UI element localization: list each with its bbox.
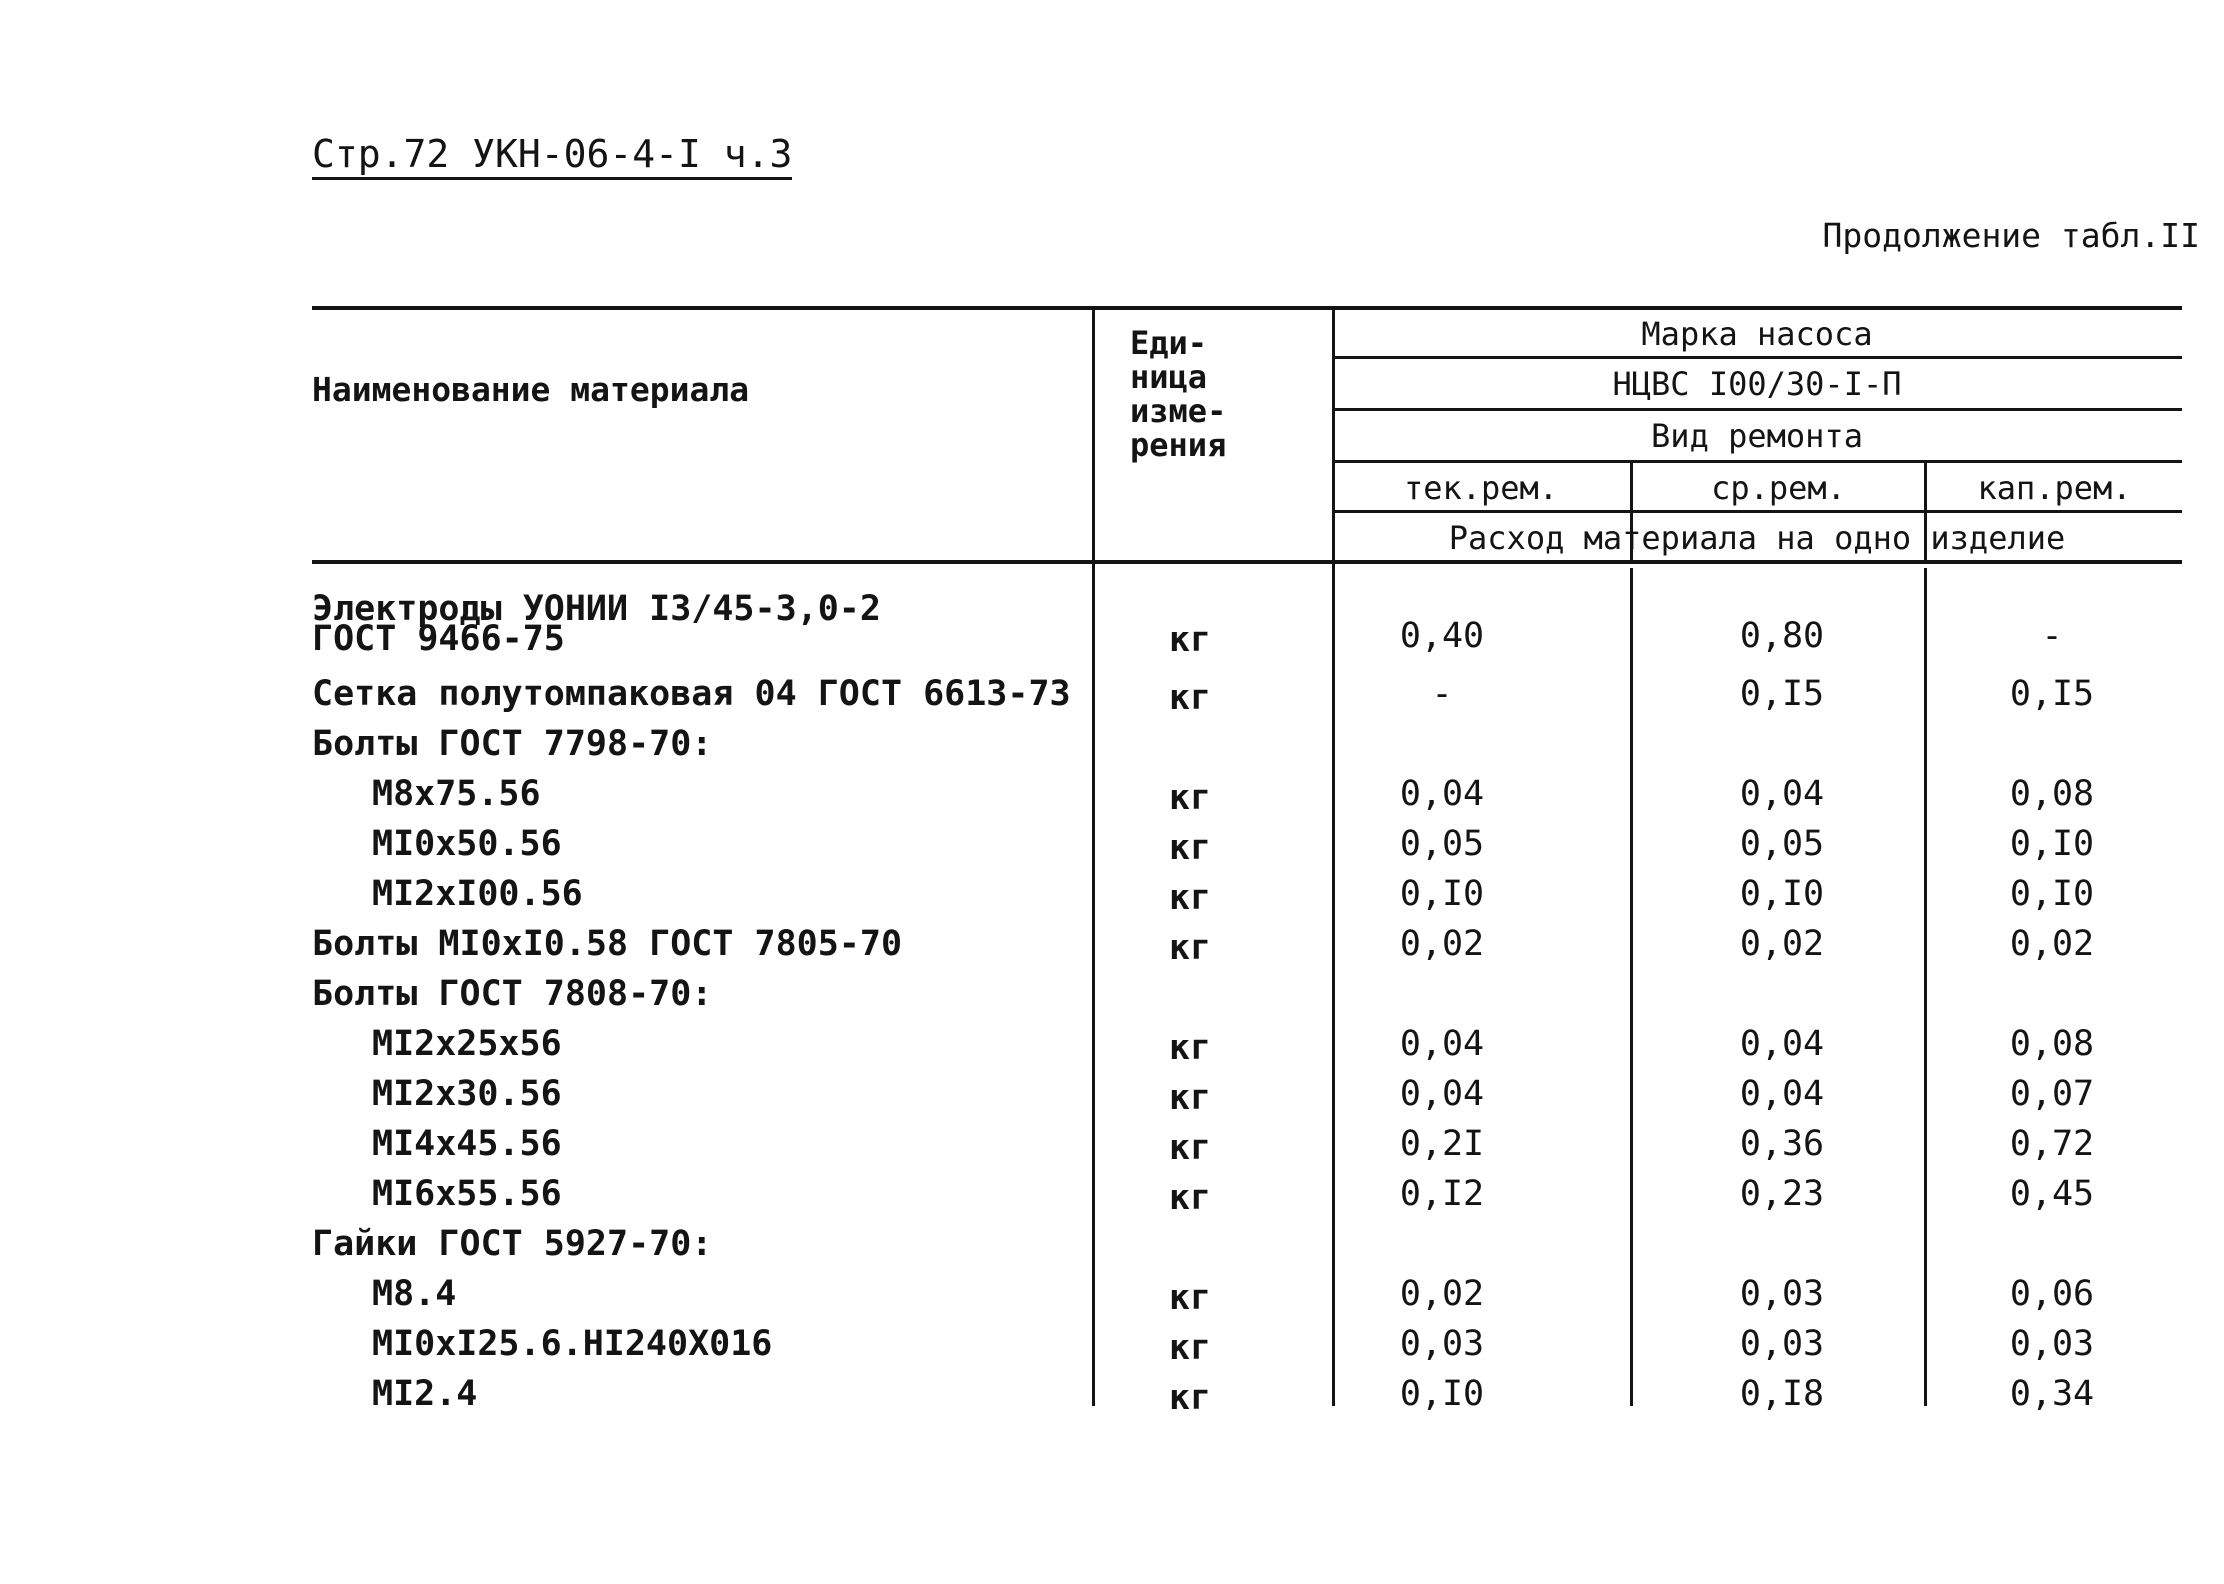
tek-rem-value: 0,02: [1399, 924, 1485, 964]
sr-rem-value: 0,03: [1739, 1324, 1825, 1364]
unit-value: кг: [1168, 1278, 1212, 1318]
tek-rem-value: 0,02: [1399, 1274, 1485, 1314]
header-bottom-rule: [312, 560, 2182, 564]
sr-rem-value: 0,23: [1739, 1174, 1825, 1214]
tek-rem-value: -: [1431, 674, 1453, 714]
material-name-header: Наименование материала: [312, 370, 750, 409]
material-name: МI0хI25.6.НI240Х016: [372, 1324, 773, 1364]
unit-value: кг: [1168, 1378, 1212, 1418]
sr-rem-value: 0,02: [1739, 924, 1825, 964]
sr-rem-value: 0,05: [1739, 824, 1825, 864]
repair-type-label: Вид ремонта: [1651, 417, 1863, 455]
unit-header: [1130, 326, 1226, 462]
repair-col-sr: ср.рем.: [1711, 469, 1846, 507]
material-name: М8х75.56: [372, 774, 541, 814]
pump-brand-label: Марка насоса: [1641, 315, 1873, 353]
materials-table: [312, 306, 2182, 1418]
material-name: Сетка полутомпаковая 04 ГОСТ 6613-73: [312, 674, 1071, 714]
material-name: МI2х30.56: [372, 1074, 562, 1114]
unit-column-left-rule: [1092, 306, 1095, 1406]
tek-rem-value: 0,2I: [1399, 1124, 1485, 1164]
unit-value: кг: [1168, 1078, 1212, 1118]
unit-header-line: рения: [1130, 426, 1227, 464]
kap-rem-value: 0,08: [2009, 774, 2095, 814]
material-name: Болты ГОСТ 7808-70:: [312, 974, 713, 1014]
tek-rem-value: 0,05: [1399, 824, 1485, 864]
kap-rem-value: 0,I0: [2009, 874, 2095, 914]
unit-value: кг: [1168, 620, 1212, 660]
unit-value: кг: [1168, 678, 1212, 718]
kap-rem-value: 0,02: [2009, 924, 2095, 964]
material-name: Гайки ГОСТ 5927-70:: [312, 1224, 713, 1264]
unit-value: кг: [1168, 928, 1212, 968]
consumption-label: Расход материала на одно изделие: [1448, 519, 2066, 557]
material-name: МI2х25х56: [372, 1024, 562, 1064]
sr-rem-value: 0,04: [1739, 774, 1825, 814]
unit-value: кг: [1168, 1178, 1212, 1218]
tek-rem-value: 0,I0: [1399, 874, 1485, 914]
repair-col-tek: тек.рем.: [1403, 469, 1559, 507]
material-name: МI4х45.56: [372, 1124, 562, 1164]
repair-columns-rule: [1332, 510, 2182, 513]
kap-rem-value: 0,08: [2009, 1024, 2095, 1064]
material-name: МI6х55.56: [372, 1174, 562, 1214]
sr-rem-value: 0,04: [1739, 1074, 1825, 1114]
sr-rem-value: 0,03: [1739, 1274, 1825, 1314]
material-name: Электроды УОНИИ I3/45-3,0-2: [312, 589, 881, 629]
material-name: Болты ГОСТ 7798-70:: [312, 724, 713, 764]
tek-rem-value: 0,40: [1399, 616, 1485, 656]
material-name: Болты МI0хI0.58 ГОСТ 7805-70: [312, 924, 903, 964]
sr-rem-value: 0,04: [1739, 1024, 1825, 1064]
unit-header-line: ница: [1130, 358, 1208, 396]
pump-brand-rule: [1332, 356, 2182, 359]
material-name: МI2хI00.56: [372, 874, 583, 914]
material-name: М8.4: [372, 1274, 457, 1314]
kap-rem-value: 0,34: [2009, 1374, 2095, 1414]
pump-model-rule: [1332, 408, 2182, 411]
material-name: МI2.4: [372, 1374, 478, 1414]
material-name: ГОСТ 9466-75: [312, 619, 565, 659]
page-reference: Стр.72 УКН-06-4-I ч.3: [312, 132, 792, 180]
table-continuation-label: Продолжение табл.II: [1822, 216, 2200, 255]
unit-value: кг: [1168, 1028, 1212, 1068]
kap-rem-value: 0,72: [2009, 1124, 2095, 1164]
kap-rem-value: 0,07: [2009, 1074, 2095, 1114]
tek-rem-value: 0,04: [1399, 1074, 1485, 1114]
kap-rem-value: 0,06: [2009, 1274, 2095, 1314]
kap-rem-value: 0,03: [2009, 1324, 2095, 1364]
unit-value: кг: [1168, 778, 1212, 818]
tek-rem-value: 0,04: [1399, 1024, 1485, 1064]
kap-rem-value: 0,I0: [2009, 824, 2095, 864]
sr-rem-value: 0,80: [1739, 616, 1825, 656]
kap-rem-value: 0,I5: [2009, 674, 2095, 714]
unit-value: кг: [1168, 1328, 1212, 1368]
sr-rem-value: 0,I5: [1739, 674, 1825, 714]
material-name: МI0х50.56: [372, 824, 562, 864]
repair-col-kap: кап.рем.: [1977, 469, 2132, 507]
table-top-rule: [312, 306, 2182, 310]
col-sr-body-rule: [1630, 568, 1633, 1406]
unit-value: кг: [1168, 878, 1212, 918]
unit-value: кг: [1168, 828, 1212, 868]
unit-header-line: Еди-: [1130, 324, 1208, 362]
unit-header-line: изме-: [1130, 392, 1227, 430]
tek-rem-value: 0,04: [1399, 774, 1485, 814]
repair-type-rule: [1332, 460, 2182, 463]
sr-rem-value: 0,I8: [1739, 1374, 1825, 1414]
tek-rem-value: 0,03: [1399, 1324, 1485, 1364]
tek-rem-value: 0,I0: [1399, 1374, 1485, 1414]
unit-value: кг: [1168, 1128, 1212, 1168]
kap-rem-value: 0,45: [2009, 1174, 2095, 1214]
sr-rem-value: 0,36: [1739, 1124, 1825, 1164]
tek-rem-value: 0,I2: [1399, 1174, 1485, 1214]
sr-rem-value: 0,I0: [1739, 874, 1825, 914]
kap-rem-value: -: [2041, 616, 2063, 656]
pump-model: НЦВС I00/30-I-П: [1612, 365, 1902, 403]
